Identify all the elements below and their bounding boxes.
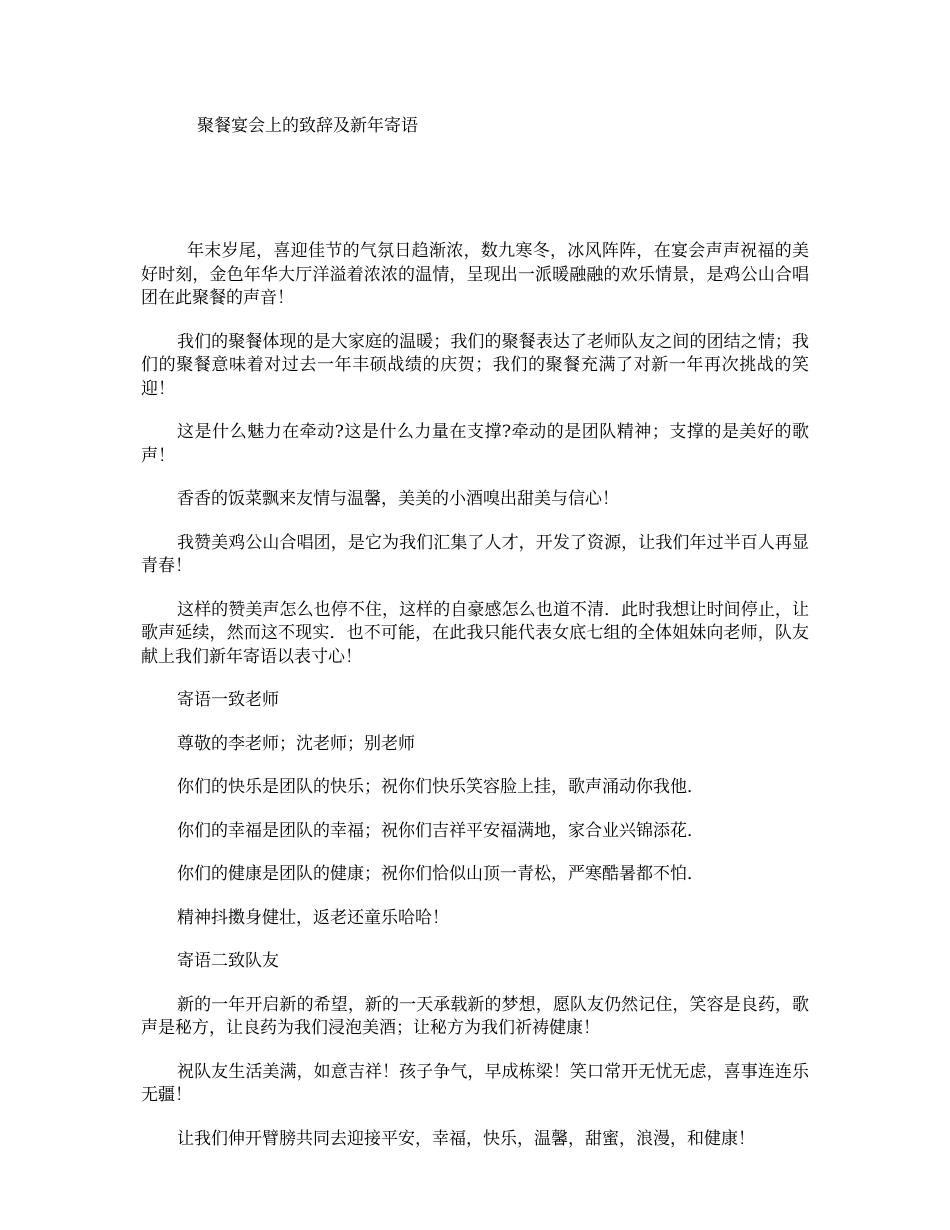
paragraph-pride: 这样的赞美声怎么也停不住，这样的自豪感怎么也道不清．此时我想让时间停止，让歌声延续，然而这不现实．也不可能，在此我只能代表女底七组的全体姐妹向老师，队友献上我们新年寄语以表寸心！ bbox=[141, 599, 809, 667]
paragraph-food: 香香的饭菜飘来友情与温馨，美美的小酒嗅出甜美与信心！ bbox=[177, 489, 619, 509]
heading-message-teammates: 寄语二致队友 bbox=[177, 951, 279, 971]
paragraph-intro: 年末岁尾，喜迎佳节的气氛日趋渐浓，数九寒冬，冰风阵阵，在宴会声声祝福的美好时刻，金色年华大厅洋溢着浓浓的温情，呈现出一派暖融融的欢乐情景，是鸡公山合唱团在此聚餐的声音！ bbox=[141, 241, 809, 308]
paragraph-praise: 我赞美鸡公山合唱团，是它为我们汇集了人才，开发了资源，让我们年过半百人再显青春！ bbox=[141, 532, 809, 576]
paragraph-teacher-names: 尊敬的李老师；沈老师；别老师 bbox=[177, 733, 415, 754]
paragraph-question: 这是什么魅力在牵动?这是什么力量在支撑?牵动的是团队精神；支撑的是美好的歌声！ bbox=[141, 422, 809, 466]
paragraph-new-year-hope: 新的一年开启新的希望，新的一天承载新的梦想，愿队友仍然记住，笑容是良药，歌声是秘方，让良药为我们浸泡美酒；让秘方为我们祈祷健康！ bbox=[141, 994, 809, 1038]
paragraph-health: 你们的健康是团队的健康；祝你们恰似山顶一青松，严寒酷暑都不怕． bbox=[177, 864, 704, 884]
paragraph-blessing: 祝队友生活美满，如意吉祥！孩子争气，早成栋梁！笑口常开无忧无虑，喜事连连乐无疆！ bbox=[141, 1061, 809, 1105]
document-body bbox=[141, 240, 809, 1171]
paragraph-closing: 让我们伸开臂膀共同去迎接平安，幸福，快乐，温馨，甜蜜，浪漫，和健康！ bbox=[177, 1128, 755, 1149]
heading-message-teachers: 寄语一致老师 bbox=[177, 690, 279, 710]
document-title: 聚餐宴会上的致辞及新年寄语 bbox=[197, 116, 418, 136]
paragraph-gathering: 我们的聚餐体现的是大家庭的温暖；我们的聚餐表达了老师队友之间的团结之情；我们的聚餐意味着对过去一年丰硕战绩的庆贺；我们的聚餐充满了对新一年再次挑战的笑迎！ bbox=[141, 331, 809, 399]
paragraph-spirit: 精神抖擞身健壮，返老还童乐哈哈！ bbox=[177, 907, 449, 928]
paragraph-happiness: 你们的快乐是团队的快乐；祝你们快乐笑容脸上挂，歌声涌动你我他． bbox=[177, 777, 704, 797]
paragraph-fortune: 你们的幸福是团队的幸福；祝你们吉祥平安福满地，家合业兴锦添花． bbox=[177, 820, 704, 841]
